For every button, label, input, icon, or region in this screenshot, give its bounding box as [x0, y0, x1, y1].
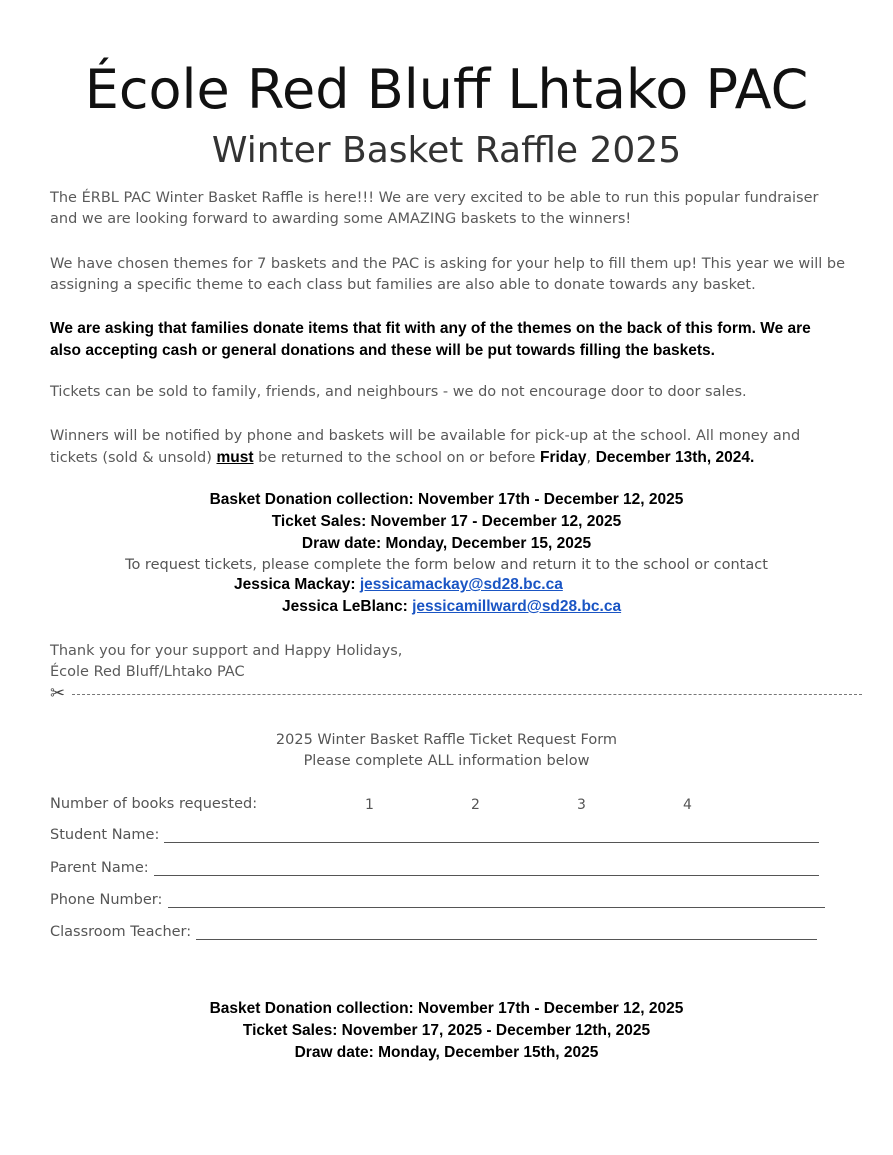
- student-name-label: Student Name:: [50, 827, 160, 843]
- parent-name-field[interactable]: [50, 860, 820, 880]
- p5-text-a: Winners will be notified by phone and baskets will be available for pick-up at the school. All money and tickets (sold & unsold): [50, 428, 801, 466]
- classroom-teacher-line[interactable]: [196, 939, 817, 940]
- phone-number-line[interactable]: [168, 907, 825, 908]
- intro-paragraph-4: Tickets can be sold to family, friends, and neighbours - we do not encourage door to door sales.: [50, 384, 747, 400]
- contact-leblanc: [282, 598, 621, 616]
- phone-number-field[interactable]: [50, 892, 826, 912]
- p5-deadline: December 13th, 2024.: [595, 449, 755, 466]
- book-option-4[interactable]: 4: [683, 797, 692, 813]
- intro-paragraph-2: We have chosen themes for 7 baskets and the PAC is asking for your help to fill them up! This year we will be assigning a specific theme to each class but families are also able to donate towards any basket.: [50, 256, 846, 293]
- student-name-field[interactable]: [50, 827, 820, 847]
- parent-name-line[interactable]: [154, 875, 819, 876]
- page-subtitle: Winter Basket Raffle 2025: [211, 130, 682, 171]
- request-instructions: To request tickets, please complete the form below and return it to the school or contact: [125, 557, 768, 573]
- page-title: École Red Bluff Lhtako PAC: [84, 58, 809, 121]
- form-title: 2025 Winter Basket Raffle Ticket Request Form: [275, 732, 618, 748]
- p5-must: must: [216, 449, 254, 466]
- contact-name: Jessica Mackay:: [234, 576, 356, 593]
- footer-draw-date: Draw date: Monday, December 15th, 2025: [294, 1044, 599, 1061]
- email-link-mackay[interactable]: jessicamackay@sd28.bc.ca: [359, 576, 563, 593]
- books-requested-label: Number of books requested:: [50, 796, 258, 812]
- scissors-icon: ✂: [50, 683, 66, 704]
- book-option-1[interactable]: 1: [365, 797, 374, 813]
- closing-line-2: École Red Bluff/Lhtako PAC: [50, 664, 245, 680]
- p5-text-c: ,: [586, 450, 596, 466]
- dashed-divider: [72, 694, 862, 695]
- intro-paragraph-5: [50, 426, 830, 469]
- draw-date: Draw date: Monday, December 15, 2025: [301, 535, 592, 552]
- contact-name: Jessica LeBlanc:: [282, 598, 408, 615]
- footer-sales-dates: Ticket Sales: November 17, 2025 - December 12th, 2025: [242, 1022, 651, 1039]
- donation-dates: Basket Donation collection: November 17th - December 12, 2025: [209, 491, 684, 508]
- classroom-teacher-field[interactable]: [50, 924, 818, 944]
- closing-line-1: Thank you for your support and Happy Holidays,: [50, 643, 403, 659]
- sales-dates: Ticket Sales: November 17 - December 12, 2025: [271, 513, 622, 530]
- footer-donation-dates: Basket Donation collection: November 17th - December 12, 2025: [209, 1000, 684, 1017]
- classroom-teacher-label: Classroom Teacher:: [50, 924, 192, 940]
- book-option-3[interactable]: 3: [577, 797, 586, 813]
- intro-paragraph-1: The ÉRBL PAC Winter Basket Raffle is here!!! We are very excited to be able to run this popular fundraiser and we are looking forward to awarding some AMAZING baskets to the winners!: [50, 190, 819, 227]
- form-subtitle: Please complete ALL information below: [303, 753, 590, 769]
- intro-paragraph-3: We are asking that families donate items that fit with any of the themes on the back of this form. We are also accepting cash or general donations and these will be put towards filling the baskets.: [50, 320, 811, 359]
- email-link-leblanc[interactable]: jessicamillward@sd28.bc.ca: [412, 598, 622, 615]
- student-name-line[interactable]: [164, 842, 819, 843]
- p5-text-b: be returned to the school on or before: [253, 450, 540, 466]
- book-option-2[interactable]: 2: [471, 797, 480, 813]
- parent-name-label: Parent Name:: [50, 860, 149, 876]
- contact-mackay: [234, 576, 563, 594]
- cut-line: [50, 684, 820, 704]
- p5-friday: Friday: [540, 449, 587, 466]
- phone-number-label: Phone Number:: [50, 892, 163, 908]
